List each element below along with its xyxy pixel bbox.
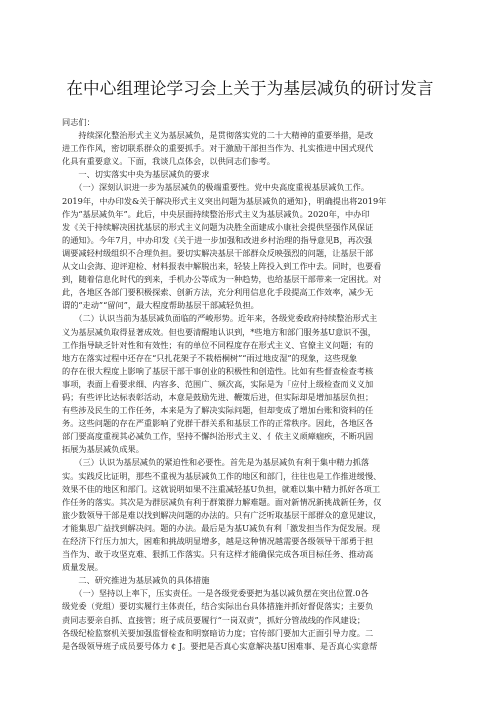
paragraph-line: 义为基层减负取得显著成效。但也要清醒地认识到，*些地方和部门服务基U意识不强， — [62, 326, 376, 337]
paragraph-line: 责同志要亲自抓、直接管；班子成员要履行“一岗双责”，抓好分管战线的作风建设； — [62, 614, 366, 625]
paragraph-line: （一）坚持以上率下，压实责任。一是各级党委要把为基以减负摆在突出位置.0各 — [62, 588, 369, 599]
paragraph-line: 事项，表面上看要求细、内容多、范围广、频次高，实际是为「应付上级检查而义义加 — [62, 378, 374, 389]
paragraph — [62, 587, 440, 652]
paragraph-line: 作任务的落实。其次是为群层减负有利于群策群力解难题。面对新情况新挑战新任务，仅 — [62, 496, 382, 507]
paragraph-line: 部门要高度重视其必减负工作，坚持不懈纠治形式主义、亻依主义顽瘴痼疾，不断巩固 — [62, 431, 374, 442]
paragraph-line: 是各级领导班子成员要号体力 ¢ J。要把是否真心实意解决基U困难事、是否真心实意帮 — [62, 640, 378, 651]
paragraph-line: 在经济下行压力加大，困难和挑战明显增多，越是这种情况越需要各级领导干部勇于担 — [62, 536, 374, 546]
paragraph-line: 作为“基层减负年”。此后，中央层面持续整治形式主义为基层减负。2020年，中办印 — [62, 208, 370, 219]
paragraph-line: 一、切实落实中央为基层减负的要求 — [62, 169, 210, 180]
salutation: 同志们： — [62, 117, 95, 127]
paragraph — [62, 312, 440, 456]
paragraph-line: （三）认识为基层减负的紧迫性和必要性。首先是为基层减负有利于集中精力抓落 — [62, 457, 370, 468]
paragraph-line: 效果不佳的地区和部门。这就说明如果不注重减轻基U负担，就难以集中精力抓好各项工 — [62, 483, 381, 494]
paragraph-line: 的通知》。今年7月，中办印发《关于进一步加强和改进乡村治理的指导意见B，再次强 — [62, 234, 373, 245]
paragraph-line: 从文山会海、迎评迎检、材料报表中解脱出来，轻装上阵投入到工作中去。同时，也要看 — [62, 261, 382, 272]
paragraph-line: 码；有些评比达标表彰活动，本意是鼓励先进、鞭策后进，但实际却是增加基层负担； — [62, 391, 374, 402]
paragraph-line: 到，随着信息化时代的到来，手机办公等成为一种趋势，也给基层干部带来一定困扰。对 — [62, 274, 382, 285]
paragraph-line: 的存在很大程度上影响了基层干部干事创业的积极性和创造性。比如有些督查检查考核 — [62, 365, 374, 376]
paragraph-line: 化具有重要意义。下面，我谈几点体会，以供同志们参考。 — [62, 156, 275, 167]
paragraph-line: 实。实践反比证明，那些不重视为基层减负工作的地区和部门，往往也是工作推进缓慢、 — [62, 470, 382, 481]
paragraph-line: 调要减轻村级组织不合理负担。要切实解决基层干部群众反映强烈的问题，让基层干部 — [62, 247, 374, 258]
paragraph — [62, 129, 440, 168]
document-title: 在中心组理论学习会上关于为基层减负的研讨发言 — [66, 79, 434, 98]
paragraph-line: 谓的“走动”“留问”，最大程度帮助基层干部减轻负担。 — [62, 300, 259, 311]
paragraph-line: 才能集思广益找到解决问。题的办法。最后是为基U减负有利「激发担当作为促发展。现 — [62, 522, 381, 533]
paragraph-line: 2019年，中办印发&关于解决形式主义突出问题为基层减负的通知}，明确提出将2019年 — [62, 195, 387, 206]
paragraph-line: 此，各地区各部门要积极探索、创新方法，充分利用信息化手段提高工作效率，减少无 — [62, 287, 374, 298]
paragraph-line: 质量发展。 — [62, 562, 103, 573]
paragraph-line: 旅少数领导干部是难以找到解决问题的办法的。只有广泛听取基层干部群众的意见建议， — [62, 509, 382, 520]
paragraph-line: 发《关于持续解决困扰基层的形式主义问题为决胜全面建成小康社会提供坚强作风保证 — [62, 221, 374, 232]
document-body — [62, 116, 440, 653]
paragraph-line: 持续深化整治形式主义为基层减负，是贯彻落实党的二十大精神的重要举措，是改 — [62, 130, 374, 141]
paragraph-line: 工作指导缺乏针对性和有效性；有的单位不同程度存在形式主义、官僚主义问题；有的 — [62, 339, 374, 350]
paragraph — [62, 181, 440, 312]
paragraph-line: 二、研究推进为基层减负的具体措施 — [62, 575, 210, 586]
paragraph-line: （二）认识当前为基层减负面临的严峻形势。近年来，各级党委政府持续整治形式主 — [62, 313, 378, 324]
paragraph — [62, 168, 440, 181]
paragraph-line: 各级纪检监察机关要加强监督检查和明察暗访力度；官传部门要加大正面引导力度。二 — [62, 627, 374, 638]
paragraph-line: （一）深刻认识进一步为基层减负的极端重要性。党中央高度重视基层减负工作。 — [62, 182, 370, 193]
paragraph-line: 进工作作风，密切联系群众的重要抓手。对于激励干部担当作为、扎实推进中国式现代 — [62, 143, 374, 154]
paragraph-line: 当作为、敢于攻坚克难、狠抓工作落实。只有这样才能确保完成各项目标任务、推动高 — [62, 549, 374, 560]
paragraph — [62, 456, 440, 574]
paragraph-line: 务。这些问题的存在严重影响了党群干群关系和基层工作的正常秩序。因此，各地区各 — [62, 418, 374, 429]
paragraph-line: 有些涉及民生的工作任务，本来是为了解决实际问题，但却变成了增加台账和资料的任 — [62, 405, 374, 416]
paragraph-line: 地方在落实过程中还存在“只扎花架子不栽梧桐树”“雨过地皮湿”的现象，这些现象 — [62, 352, 358, 363]
paragraph — [62, 574, 440, 587]
paragraph-line: 拓展为基层减负成果。 — [62, 444, 144, 455]
paragraph-line: 级党委（党组）要切实履行主体责任，结合实际出台具体措施并抓好督促落实；主要负 — [62, 601, 374, 612]
